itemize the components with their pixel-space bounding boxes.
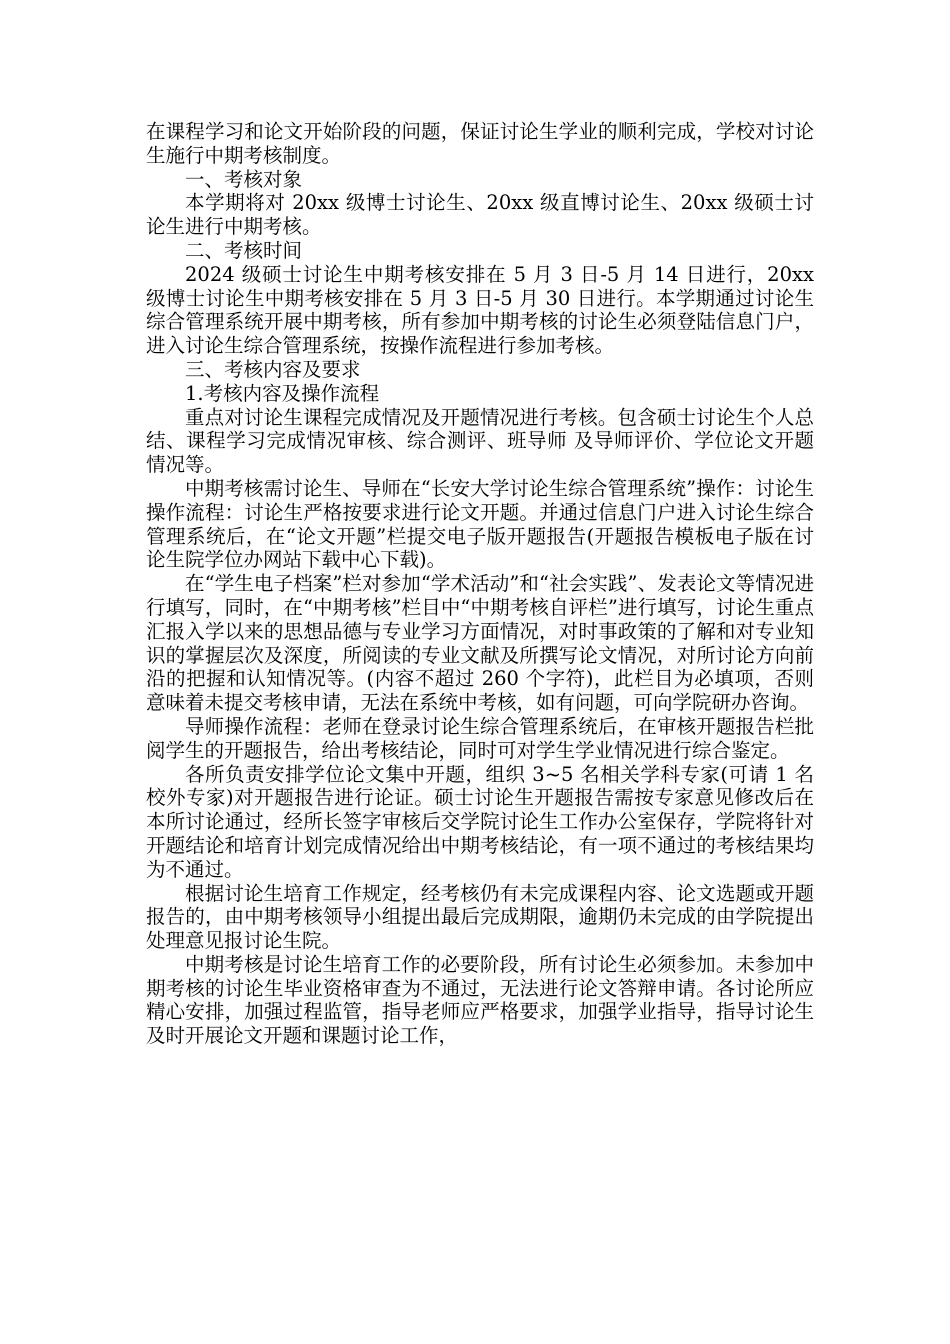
paragraph-intro: 在课程学习和论文开始阶段的问题，保证讨论生学业的顺利完成，学校对讨论生施行中期考核制度。	[146, 120, 814, 167]
subsection-heading-process: 1.考核内容及操作流程	[185, 381, 380, 405]
paragraph-deadline: 根据讨论生培育工作规定，经考核仍有未完成课程内容、论文选题或开题报告的，由中期考核领导小组提出最后完成期限，逾期仍未完成的由学院提出处理意见报讨论生院。	[146, 881, 814, 953]
paragraph-student-process: 中期考核需讨论生、导师在“长安大学讨论生综合管理系统”操作：讨论生操作流程：讨论生严格按要求进行论文开题。并通过信息门户进入讨论生综合管理系统后，在“论文开题”栏提交电子版开题报告(开题报告模板电子版在讨论生院学位办网站下载中心下载)。	[146, 476, 814, 572]
section-heading-requirements: 三、考核内容及要求	[185, 357, 361, 381]
paragraph-targets: 本学期将对 20xx 级博士讨论生、20xx 级直博讨论生、20xx 级硕士讨论生进行中期考核。	[146, 191, 814, 239]
paragraph-advisor-process: 导师操作流程：老师在登录讨论生综合管理系统后，在审核开题报告栏批阅学生的开题报告，给出考核结论，同时可对学生学业情况进行综合鉴定。	[146, 714, 814, 762]
section-heading-time: 二、考核时间	[185, 238, 303, 262]
paragraph-proposal-review: 各所负责安排学位论文集中开题，组织 3~5 名相关学科专家(可请 1 名校外专家)对开题报告进行论证。硕士讨论生开题报告需按专家意见修改后在本所讨论通过，经所长签字审核后交学院讨论生工作办公室保存，学院将针对开题结论和培育计划完成情况给出中期考核结论，有一项不通过的考核结果均为不通过。	[146, 762, 814, 881]
paragraph-focus: 重点对讨论生课程完成情况及开题情况进行考核。包含硕士讨论生个人总结、课程学习完成情况审核、综合测评、班导师 及导师评价、学位论文开题情况等。	[146, 405, 814, 477]
section-heading-targets: 一、考核对象	[185, 167, 303, 191]
paragraph-archive: 在“学生电子档案”栏对参加“学术活动”和“社会实践”、发表论文等情况进行填写，同时，在“中期考核”栏目中“中期考核自评栏”进行填写，讨论生重点汇报入学以来的思想品德与专业学习方面情况，对时事政策的了解和对专业知识的掌握层次及深度，所阅读的专业文献及所撰写论文情况，对所讨论方向前沿的把握和认知情况等。(内容不超过 260 个字符)，此栏目为必填项，否则意味着未提交考核申请，无法在系统中考核，如有问题，可向学院研办咨询。	[146, 572, 814, 715]
paragraph-time: 2024 级硕士讨论生中期考核安排在 5 月 3 日-5 月 14 日进行，20xx 级博士讨论生中期考核安排在 5 月 3 日-5 月 30 日进行。本学期通过讨论生综合管理系统开展中期考核，所有参加中期考核的讨论生必须登陆信息门户，进入讨论生综合管理系统，按操作流程进行参加考核。	[146, 262, 814, 358]
document-body	[146, 120, 814, 1048]
paragraph-mandatory: 中期考核是讨论生培育工作的必要阶段，所有讨论生必须参加。未参加中期考核的讨论生毕业资格审查为不通过，无法进行论文答辩申请。各讨论所应精心安排，加强过程监管，指导老师应严格要求，加强学业指导，指导讨论生及时开展论文开题和课题讨论工作，	[146, 952, 814, 1048]
